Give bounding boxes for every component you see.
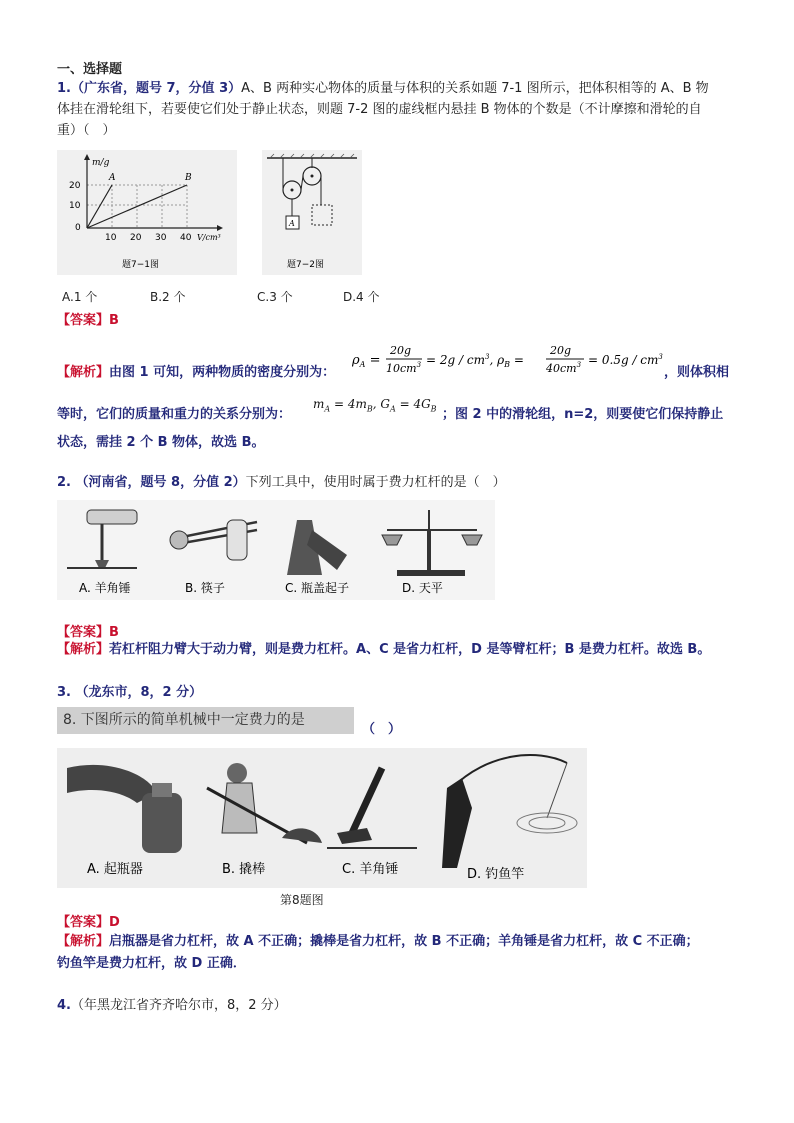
q1-answer-label: 【答案】 (57, 313, 110, 328)
q1-graph-xtick: 40 (180, 233, 192, 243)
q3-clipped-question: 8. 下图所示的简单机械中一定费力的是 (57, 707, 354, 734)
q1-formula-mass: $m_A = 4m_B$, $G_A = 4G_B$ (313, 397, 437, 414)
q4-question: （年黑龙江省齐齐哈尔市，8，2 分） (70, 998, 287, 1013)
section-title: 一、选择题 (57, 62, 123, 77)
svg-text:10cm3: $10cm^3$ (386, 361, 422, 375)
q1-graph-ylabel: m/g (92, 158, 110, 168)
q1-option-b[interactable]: B.2 个 (150, 290, 186, 304)
q2-caption-c: C. 瓶盖起子 (285, 581, 350, 595)
q3-explanation-1 (57, 931, 757, 953)
q1-figure-graph (57, 150, 237, 275)
q3-head-text: 3. （龙东市，8，2 分） (57, 685, 203, 700)
q1-text-3: 重）（ ） (57, 123, 116, 138)
q2-question: 下列工具中，使用时属于费力杠杆的是（ ） (245, 475, 506, 490)
q1-explanation-1 (57, 362, 335, 384)
q1-graph-xlabel: V/cm³ (197, 233, 221, 242)
q1-pulley-label-a: A (289, 219, 295, 228)
q2-caption-a: A. 羊角锤 (79, 581, 131, 595)
q1-formula-density (352, 340, 682, 380)
q3-exp-text-1: 启瓶器是省力杠杆，故 A 不正确；撬棒是省力杠杆，故 B 不正确；羊角锤是省力杠杆，故 C 不正确； (109, 934, 699, 949)
q3-exp-text-2: 钓鱼竿是费力杠杆，故 D 正确． (57, 956, 246, 971)
q1-graph-ytick: 0 (75, 223, 81, 233)
svg-text:40cm3: $40cm^3$ (546, 361, 582, 375)
q1-option-a[interactable]: A.1 个 (62, 290, 98, 304)
q3-caption-a: A. 起瓶器 (87, 862, 143, 877)
q3-head (57, 682, 202, 703)
q2-head: 2. （河南省，题号 8，分值 2） (57, 475, 246, 490)
svg-text:ρA =: $\rho_A$ = (352, 353, 381, 369)
q2-figure (57, 500, 495, 600)
q1-graph-ytick: 20 (69, 181, 81, 191)
q3-exp-label: 【解析】 (57, 934, 110, 949)
q1-exp-label: 【解析】 (57, 365, 110, 380)
svg-text:20g: 20g (390, 344, 412, 357)
q1-option-d[interactable]: D.4 个 (343, 290, 380, 304)
q2-text (57, 472, 506, 493)
q1-option-c[interactable]: C.3 个 (257, 290, 293, 304)
q1-figure-pulley (262, 150, 362, 275)
svg-text:20g: 20g (550, 344, 572, 357)
q1-exp-text-2: 等时，它们的质量和重力的关系分别为： (57, 407, 292, 422)
q2-exp-label: 【解析】 (57, 642, 110, 657)
q2-answer-label: 【答案】 (57, 625, 110, 640)
svg-text:= 0.5g / cm3: = $0.5g / cm^3$ (588, 353, 663, 367)
q1-figure-graph-caption: 题7−1图 (122, 260, 159, 270)
q4-text (57, 995, 287, 1016)
q3-caption-b: B. 撬棒 (222, 862, 266, 877)
q2-caption-d: D. 天平 (402, 581, 443, 595)
q3-answer-value: D (109, 915, 120, 930)
q1-answer (57, 309, 119, 328)
q1-graph-ytick: 10 (69, 201, 81, 211)
q2-exp-text: 若杠杆阻力臂大于动力臂，则是费力杠杆。A、C 是省力杠杆，D 是等臂杠杆；B 是费力杠杆。故选 B。 (109, 642, 711, 657)
svg-text:= 2g / cm3, ρB =: = $2g / cm^3$, $\rho_B$ = (426, 353, 524, 369)
q3-caption-c: C. 羊角锤 (342, 862, 399, 877)
q4-head: 4. (57, 998, 71, 1013)
q2-answer (57, 621, 119, 640)
q1-exp-text-2b: ；图 2 中的滑轮组，n=2，则要使它们保持静止 (442, 407, 724, 422)
q1-graph-xtick: 10 (105, 233, 117, 243)
q2-explanation (57, 639, 757, 661)
q3-figure (57, 748, 587, 888)
q1-figure-pulley-caption: 题7−2图 (287, 260, 324, 270)
q3-figure-caption: 第8题图 (280, 893, 324, 907)
q1-answer-value: B (109, 313, 119, 328)
q3-answer-label: 【答案】 (57, 915, 110, 930)
q1-graph-xtick: 20 (130, 233, 142, 243)
q2-caption-b: B. 筷子 (185, 581, 225, 595)
q1-exp-text-1: 由图 1 可知，两种物质的密度分别为： (109, 365, 336, 380)
q1-head: 1.（广东省，题号 7，分值 3） (57, 81, 242, 96)
q3-caption-d: D. 钓鱼竿 (467, 867, 525, 882)
q3-answer (57, 911, 120, 930)
q1-graph-xtick: 30 (155, 233, 167, 243)
q2-answer-value: B (109, 625, 119, 640)
q1-graph-label-b: B (185, 173, 192, 183)
q1-graph-label-a: A (109, 173, 116, 183)
q1-exp-text-3: 状态，需挂 2 个 B 物体，故选 B。 (57, 435, 265, 450)
q1-exp-text-1b: ，则体积相 (664, 365, 730, 380)
q1-text (57, 78, 747, 99)
q1-text-2: 体挂在滑轮组下，若要使它们处于静止状态，则题 7-2 图的虚线框内悬挂 B 物体的个数是（不计摩擦和滑轮的自 (57, 102, 702, 117)
q1-text-1: A、B 两种实心物体的质量与体积的关系如题 7-1 图所示，把体积相等的 A、B 物 (241, 81, 709, 96)
q3-paren: （ ） (362, 722, 402, 737)
